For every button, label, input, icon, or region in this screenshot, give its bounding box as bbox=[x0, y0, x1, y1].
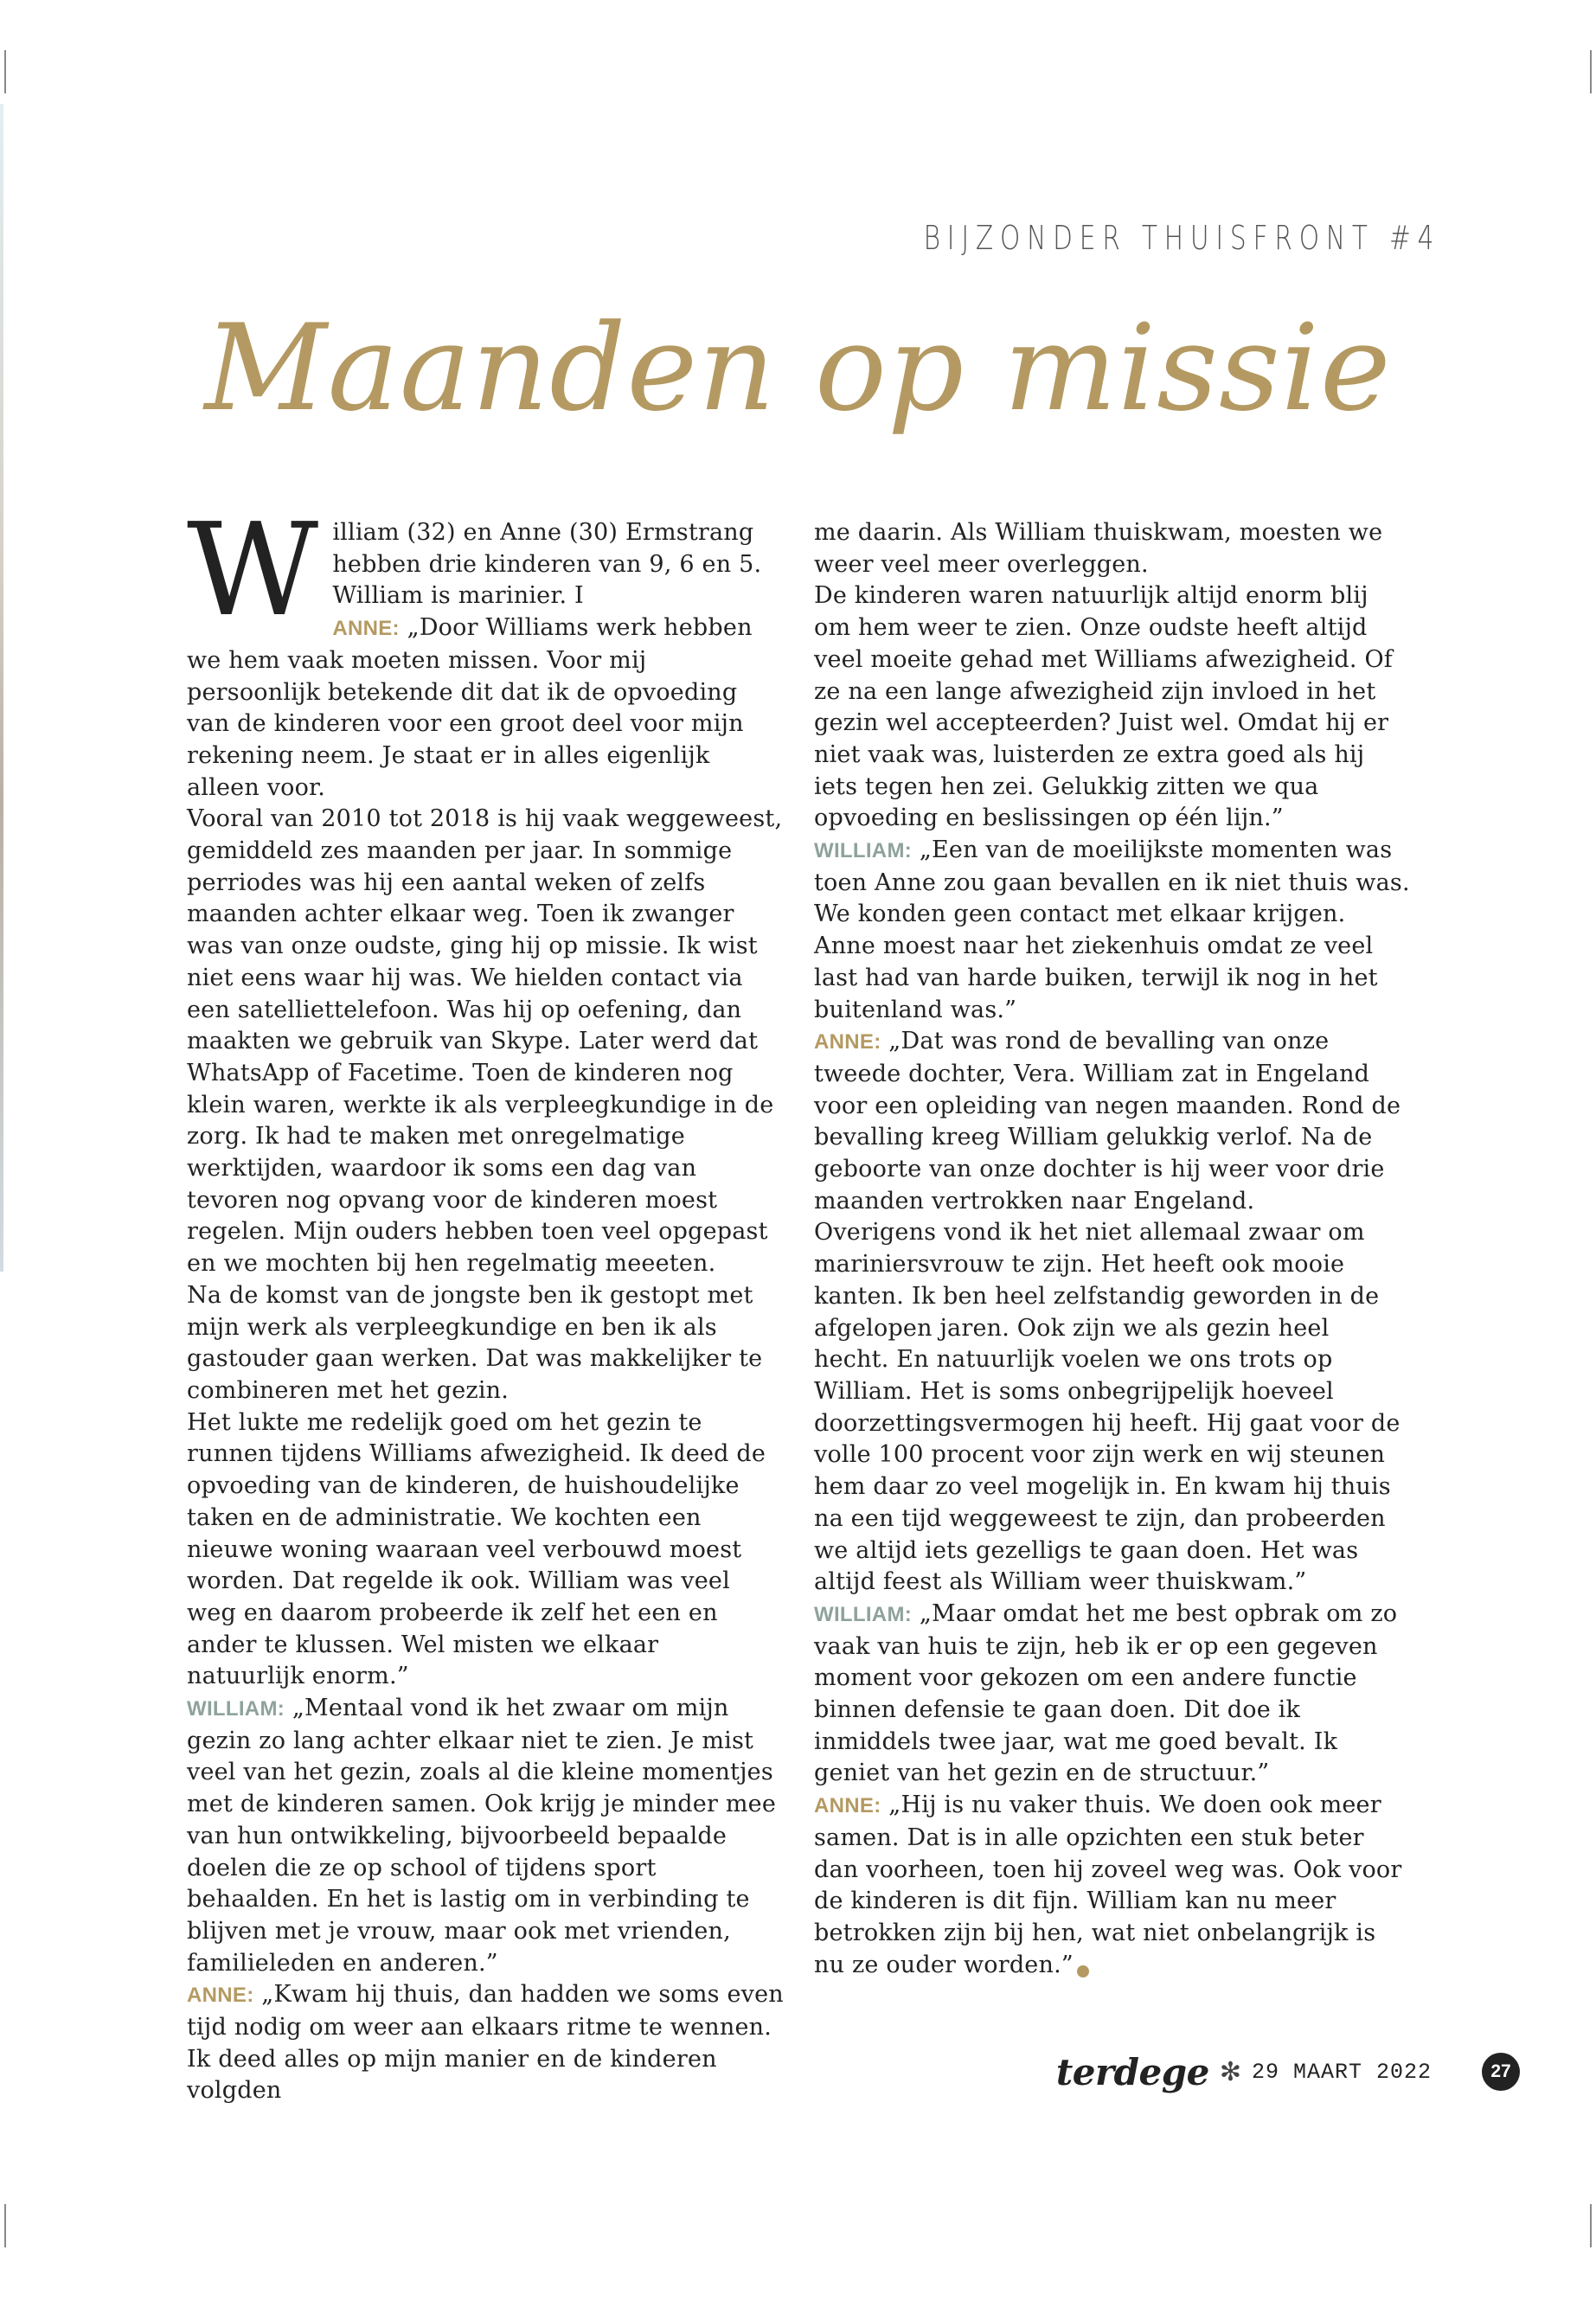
paragraph bbox=[187, 1407, 784, 1693]
speaker-label-anne: ANNE: bbox=[814, 1030, 881, 1054]
article-column-right bbox=[814, 517, 1411, 1981]
paragraph-text: „Kwam hij thuis, dan hadden we soms even tijd nodig om weer aan elkaars ritme te wennen. Ik deed alles op mijn manier en de kinderen volgden bbox=[187, 1981, 784, 2105]
crop-mark-top-left bbox=[4, 50, 6, 93]
paragraph-text: „Dat was rond de bevalling van onze tweede dochter, Vera. William zat in Engeland voor een opleiding van negen maanden. Rond de bevalling kreeg William gelukkig verlof. Na de geboorte van onze dochter is hij weer voor drie maanden vertrokken naar Engeland. bbox=[814, 1028, 1401, 1215]
paragraph-text: Overigens vond ik het niet allemaal zwaar om mariniersvrouw te zijn. Het heeft ook mooie kanten. Ik ben heel zelfstandig geworden in de afgelopen jaren. Ook zijn we als gezin heel hecht. En natuurlijk voelen we ons trots op William. Het is soms onbegrijpelijk hoeveel doorzettingsvermogen hij heeft. Hij gaat voor de volle 100 procent voor zijn werk en wij steunen hem daar zo veel mogelijk in. En kwam hij thuis na een tijd weggeweest te zijn, dan probeerden we altijd iets gezelligs te gaan doen. Het was altijd feest als William weer thuiskwam.” bbox=[814, 1219, 1401, 1596]
paragraph bbox=[814, 835, 1411, 1026]
article-column-left bbox=[187, 496, 784, 2107]
issue-date: 29 MAART 2022 bbox=[1251, 2059, 1432, 2085]
paragraph bbox=[187, 1979, 784, 2107]
page-number: 27 bbox=[1482, 2053, 1520, 2091]
magazine-logo: terdege bbox=[1055, 2050, 1209, 2093]
speaker-label-anne: ANNE: bbox=[332, 617, 400, 641]
speaker-label-william: WILLIAM: bbox=[814, 839, 913, 863]
end-mark-icon bbox=[1077, 1965, 1089, 1977]
paragraph-text: „Door Williams werk hebben we hem vaak moeten missen. Voor mij persoonlijk betekende dit dat ik de opvoeding van de kinderen voor een groot deel voor mijn rekening neem. Je staat er in alles eigenlijk alleen voor. bbox=[187, 614, 753, 801]
intro-paragraph bbox=[187, 496, 784, 644]
crop-mark-bottom-left bbox=[4, 2204, 6, 2247]
crop-mark-bottom-right bbox=[1590, 2204, 1592, 2247]
paragraph-text: „Mentaal vond ik het zwaar om mijn gezin zo lang achter elkaar niet te zien. Je mist veel van het gezin, zoals al die kleine momentjes met de kinderen samen. Ook krijg je minder mee van hun ontwikkeling, bijvoorbeeld bepaalde doelen die ze op school of tijdens sport behaalden. En het is lastig om in verbinding te blijven met je vrouw, maar ook met vrienden, familieleden en anderen.” bbox=[187, 1695, 776, 1977]
paragraph bbox=[814, 1026, 1411, 1217]
asterisk-separator-icon: ✻ bbox=[1219, 2056, 1241, 2087]
paragraph-text: „Een van de moeilijkste momenten was toen Anne zou gaan bevallen en ik niet thuis was. We konden geen contact met elkaar krijgen. Anne moest naar het ziekenhuis omdat ze veel last had van harde buiken, terwijl ik nog in het buitenland was.” bbox=[814, 836, 1410, 1023]
paragraph-text: De kinderen waren natuurlijk altijd enorm blij om hem weer te zien. Onze oudste heeft altijd veel moeite gehad met Williams afwezigheid. Of ze na een lange afwezigheid zijn invloed in het gezin wel accepteerden? Juist wel. Omdat hij er niet vaak was, luisterden ze extra goed als hij iets tegen hen zei. Gelukkig zitten we qua opvoeding en beslissingen op één lijn.” bbox=[814, 582, 1393, 832]
paragraph-text: „Hij is nu vaker thuis. We doen ook meer samen. Dat is in alle opzichten een stuk beter dan voorheen, toen hij zoveel weg was. Ook voor de kinderen is dit fijn. William kan nu meer betrokken zijn bij hen, wat niet onbelangrijk is nu ze ouder worden.” bbox=[814, 1791, 1402, 1978]
paragraph-text: Vooral van 2010 tot 2018 is hij vaak weggeweest, gemiddeld zes maanden per jaar. In sommige perriodes was hij een aantal weken of zelfs maanden achter elkaar weg. Toen ik zwanger was van onze oudste, ging hij op missie. Ik wist niet eens waar hij was. We hielden contact via een satelliettelefoon. Was hij op oefening, dan maakten we gebruik van Skype. Later werd dat WhatsApp of Facetime. Toen de kinderen nog klein waren, werkte ik als verpleegkundige in de zorg. Ik had te maken met onregelmatige werktijden, waardoor ik soms een dag van tevoren nog opvang voor de kinderen moest regelen. Mijn ouders hebben toen veel opgepast en we mochten bij hen regelmatig meeeten. bbox=[187, 805, 783, 1278]
paragraph bbox=[187, 1280, 784, 1407]
speaker-label-william: WILLIAM: bbox=[187, 1697, 285, 1721]
paragraph bbox=[814, 1217, 1411, 1598]
crop-mark-top-right bbox=[1590, 50, 1592, 93]
page-footer bbox=[1056, 2050, 1520, 2093]
intro-text: illiam (32) en Anne (30) Ermstrang hebben drie kinderen van 9, 6 en 5. William is marinier. I bbox=[332, 519, 762, 610]
paragraph bbox=[187, 804, 784, 1280]
paragraph bbox=[814, 1790, 1411, 1981]
paragraph-text: Na de komst van de jongste ben ik gestopt met mijn werk als verpleegkundige en ben ik als gastouder gaan werken. Dat was makkelijker te combineren met het gezin. bbox=[187, 1281, 763, 1404]
paragraph bbox=[814, 1599, 1411, 1790]
speaker-label-anne: ANNE: bbox=[814, 1794, 881, 1818]
page-edge-strip bbox=[0, 104, 3, 1272]
speaker-label-anne: ANNE: bbox=[187, 1984, 254, 2008]
paragraph-text: Het lukte me redelijk goed om het gezin te runnen tijdens Williams afwezigheid. Ik deed de opvoeding van de kinderen, de huishoudelijke taken en de administratie. We kochten een nieuwe woning waaraan veel verbouwd moest worden. Dat regelde ik ook. William was veel weg en daarom probeerde ik zelf het een en ander te klussen. Wel misten we elkaar natuurlijk enorm.” bbox=[187, 1408, 766, 1690]
speaker-label-william: WILLIAM: bbox=[814, 1602, 913, 1626]
paragraph bbox=[187, 1693, 784, 1979]
paragraph bbox=[814, 580, 1411, 835]
section-kicker: BIJZONDER THUISFRONT #4 bbox=[923, 219, 1440, 257]
drop-cap: W bbox=[187, 496, 319, 644]
article-title: Maanden op missie bbox=[204, 298, 1392, 438]
paragraph-text: me daarin. Als William thuiskwam, moesten we weer veel meer overleggen. bbox=[814, 519, 1383, 578]
paragraph-text: „Maar omdat het me best opbrak om zo vaak van huis te zijn, heb ik er op een gegeven moment voor gekozen om een andere functie binnen defensie te gaan doen. Dit doe ik inmiddels twee jaar, wat me goed bevalt. Ik geniet van het gezin en de structuur.” bbox=[814, 1599, 1398, 1787]
paragraph bbox=[814, 517, 1411, 580]
